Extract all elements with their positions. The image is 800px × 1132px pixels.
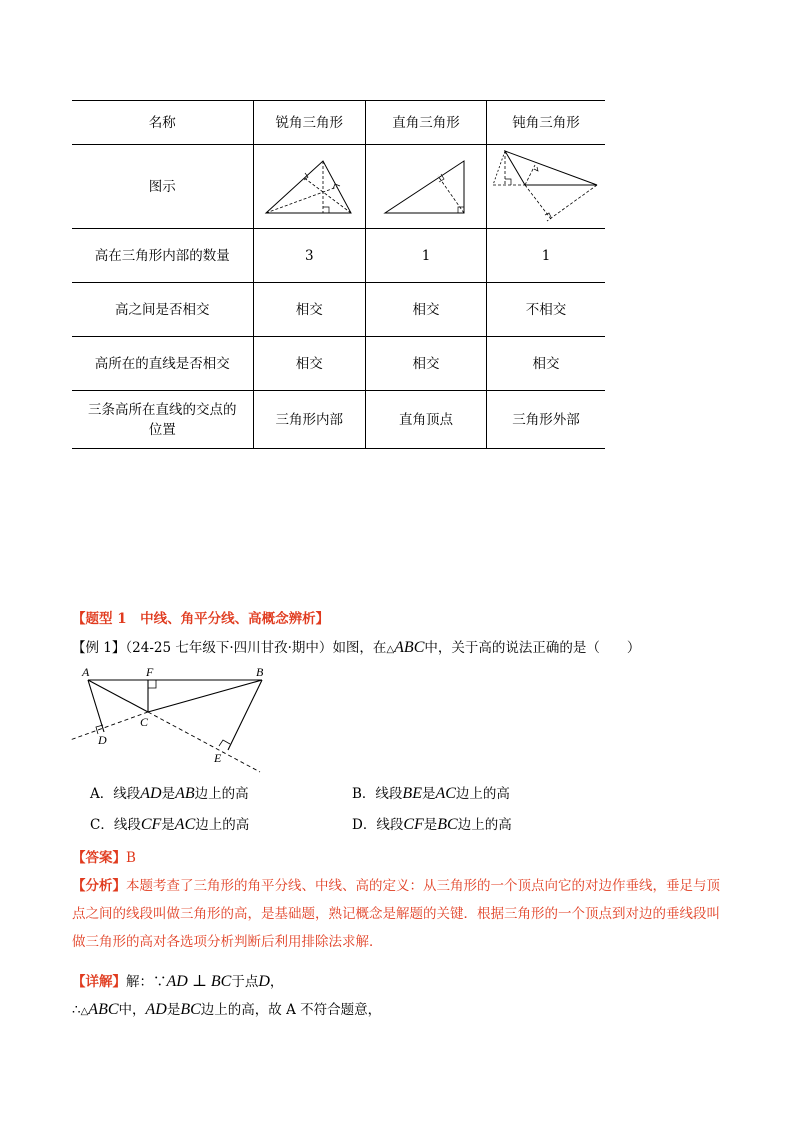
triangle-abc: ABC bbox=[394, 639, 425, 656]
detail-line2-mid1: 中， bbox=[118, 1002, 146, 1018]
example-label: 【例 1】 bbox=[72, 640, 126, 656]
geometry-figure bbox=[68, 664, 268, 776]
table-row bbox=[72, 337, 605, 391]
option-b-segment: BE bbox=[402, 785, 422, 802]
option-d-side: BC bbox=[437, 816, 458, 833]
option-c-mid: 是 bbox=[161, 817, 175, 833]
option-c-segment: CF bbox=[140, 816, 162, 833]
comparison-table bbox=[72, 100, 605, 449]
example-text-before: 如图，在 bbox=[332, 640, 387, 656]
option-c[interactable] bbox=[90, 813, 249, 834]
row-cell: 3 bbox=[253, 229, 365, 283]
option-b-prefix: B．线段 bbox=[352, 786, 403, 802]
option-a-side: AB bbox=[175, 785, 195, 802]
detail-line-2 bbox=[72, 998, 381, 1019]
header-right: 直角三角形 bbox=[366, 101, 487, 145]
example-question bbox=[72, 636, 640, 657]
option-b-mid: 是 bbox=[421, 786, 436, 802]
triangle-symbol: △ bbox=[386, 644, 395, 655]
row-cell: 三角形外部 bbox=[487, 391, 606, 449]
row-cell: 三角形内部 bbox=[253, 391, 365, 449]
row-cell: 相交 bbox=[487, 337, 606, 391]
detail-line2-triangle: △ bbox=[80, 1006, 89, 1017]
detail-line2-end: 边上的高，故 A 不符合题意， bbox=[200, 1002, 382, 1018]
detail-line1-point: D bbox=[258, 973, 270, 990]
detail-line1-end: ， bbox=[269, 974, 284, 990]
row-label: 高所在的直线是否相交 bbox=[94, 355, 230, 372]
header-name: 名称 bbox=[148, 114, 176, 131]
header-obtuse: 钝角三角形 bbox=[487, 101, 606, 145]
figure-label: 图示 bbox=[148, 178, 176, 195]
example-source: （24-25 七年级下·四川甘孜·期中） bbox=[125, 640, 333, 656]
point-a-label: A bbox=[82, 665, 90, 679]
answer-line bbox=[72, 846, 136, 866]
row-cell: 相交 bbox=[366, 337, 487, 391]
right-triangle-figure bbox=[366, 145, 487, 229]
option-a-suffix: 边上的高 bbox=[194, 786, 249, 802]
point-d-label: D bbox=[98, 733, 107, 747]
table-row bbox=[72, 283, 605, 337]
detail-line2-bc: BC bbox=[180, 1001, 201, 1018]
analysis-paragraph bbox=[72, 872, 732, 956]
option-c-prefix: C．线段 bbox=[90, 817, 141, 833]
option-d-prefix: D．线段 bbox=[352, 817, 404, 833]
option-a-prefix: A．线段 bbox=[90, 786, 141, 802]
header-acute: 锐角三角形 bbox=[253, 101, 365, 145]
option-c-side: AC bbox=[174, 816, 196, 833]
option-d[interactable] bbox=[352, 813, 512, 834]
answer-value: B bbox=[126, 850, 136, 866]
option-d-mid: 是 bbox=[423, 817, 438, 833]
detail-line2-ad: AD bbox=[145, 1001, 167, 1018]
option-a-mid: 是 bbox=[161, 786, 176, 802]
table-row bbox=[72, 391, 605, 449]
option-c-suffix: 边上的高 bbox=[195, 817, 250, 833]
row-label: 高在三角形内部的数量 bbox=[94, 247, 230, 264]
row-label: 三条高所在直线的交点的位置 bbox=[88, 401, 237, 438]
option-b-suffix: 边上的高 bbox=[455, 786, 510, 802]
detail-line-1 bbox=[72, 970, 283, 991]
detail-line2-pre: ∴ bbox=[72, 1002, 81, 1018]
row-cell: 1 bbox=[366, 229, 487, 283]
obtuse-triangle-figure bbox=[487, 145, 606, 229]
detail-label: 【详解】 bbox=[72, 974, 126, 990]
row-cell: 不相交 bbox=[487, 283, 606, 337]
detail-line1-mid: 于点 bbox=[231, 974, 259, 990]
detail-line1-math: AD ⊥ BC bbox=[166, 973, 232, 990]
option-a[interactable] bbox=[90, 782, 249, 803]
section-title: 【题型 1 中线、角平分线、高概念辨析】 bbox=[72, 611, 330, 627]
row-cell: 直角顶点 bbox=[366, 391, 487, 449]
acute-triangle-figure bbox=[253, 145, 365, 229]
option-b[interactable] bbox=[352, 782, 510, 803]
table-row bbox=[72, 229, 605, 283]
row-cell: 相交 bbox=[253, 283, 365, 337]
option-b-side: AC bbox=[435, 785, 456, 802]
table-figure-row bbox=[72, 145, 605, 229]
analysis-text: 本题考查了三角形的角平分线、中线、高的定义：从三角形的一个顶点向它的对边作垂线，垂足与顶点之间的线段叫做三角形的高，是基础题，熟记概念是解题的关键．根据三角形的一个顶点到对边的垂线段叫做三角形的高对各选项分析判断后利用排除法求解． bbox=[72, 878, 720, 950]
option-a-segment: AD bbox=[140, 785, 162, 802]
detail-line1-pre: 解：∵ bbox=[126, 974, 167, 990]
point-b-label: B bbox=[256, 665, 264, 679]
point-e-label: E bbox=[214, 751, 222, 765]
point-f-label: F bbox=[146, 665, 154, 679]
row-cell: 相交 bbox=[253, 337, 365, 391]
row-cell: 1 bbox=[487, 229, 606, 283]
table-header-row bbox=[72, 101, 605, 145]
detail-line2-mid2: 是 bbox=[166, 1002, 181, 1018]
answer-label: 【答案】 bbox=[72, 850, 126, 866]
example-text-after: 中，关于高的说法正确的是（ ） bbox=[424, 640, 641, 656]
option-d-segment: CF bbox=[403, 816, 424, 833]
point-c-label: C bbox=[140, 715, 149, 729]
row-label: 高之间是否相交 bbox=[115, 301, 210, 318]
detail-line2-abc: ABC bbox=[88, 1001, 119, 1018]
analysis-label: 【分析】 bbox=[72, 878, 126, 894]
option-d-suffix: 边上的高 bbox=[457, 817, 512, 833]
row-cell: 相交 bbox=[366, 283, 487, 337]
